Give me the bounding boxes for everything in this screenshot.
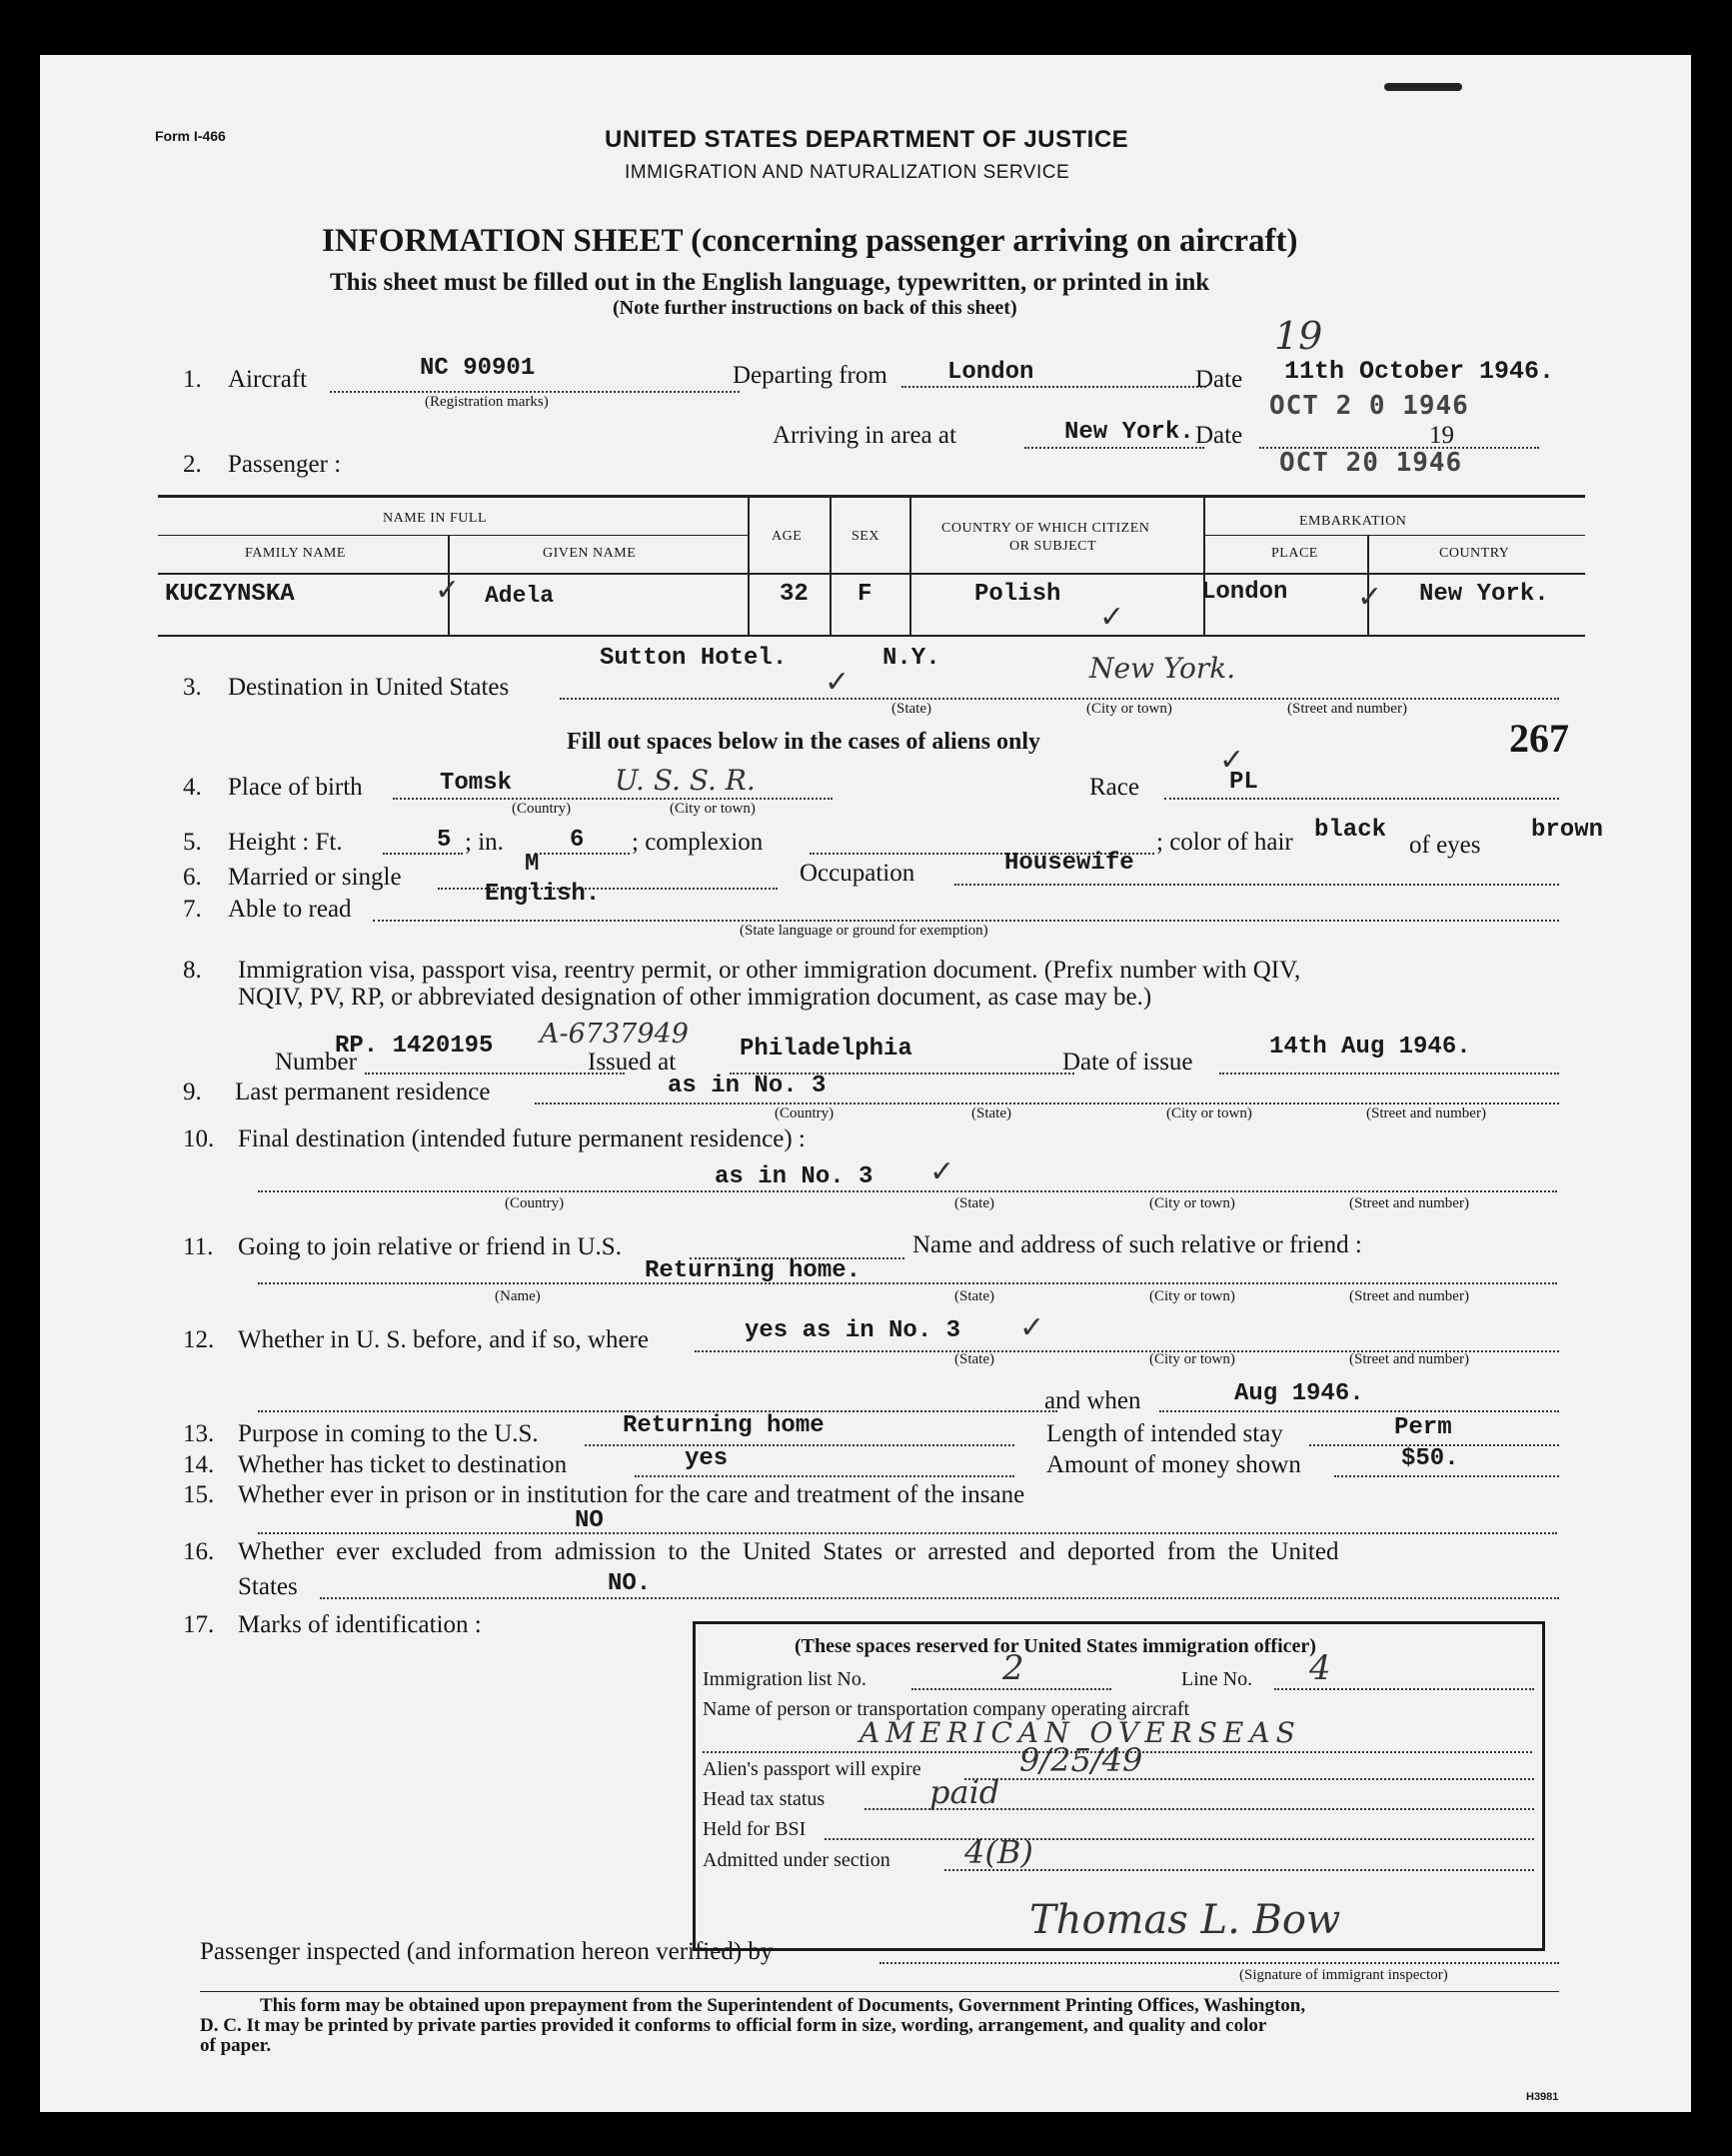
marks-label: Marks of identification : [238,1611,482,1638]
footer-line-3: of paper. [200,2035,272,2056]
given-name-header: GIVEN NAME [543,546,637,561]
date2-label: Date [1195,422,1243,449]
table-bottom-rule [158,635,1585,637]
issued-label: Issued at [588,1049,677,1076]
date-label: Date [1195,366,1243,393]
footer-line-1: This form may be obtained upon prepayment from the Superintendent of Documents, Government Printing Offices, Washington, [260,1995,1306,2016]
dept-heading: UNITED STATES DEPARTMENT OF JUSTICE [605,126,1129,153]
q5-number: 5. [183,829,202,856]
purpose-label: Purpose in coming to the U.S. [238,1420,539,1447]
company-label: Name of person or transportation company operating aircraft [703,1698,1190,1720]
tax-value: paid [929,1773,1000,1811]
line-value: 4 [1309,1648,1331,1688]
destination-state: N.Y. [882,645,940,672]
eyes-value: brown [1531,817,1604,844]
street-sublabel: (Street and number) [1287,701,1407,717]
eyes-label: of eyes [1409,832,1481,859]
q2-number: 2. [183,451,202,478]
bsi-label: Held for BSI [703,1818,807,1840]
date-hand: 19 [1274,314,1323,358]
tax-label: Head tax status [703,1788,826,1810]
country-sublabel: (Country) [505,1195,565,1211]
hair-value: black [1314,817,1387,844]
date-value: 11th October 1946. [1284,357,1555,386]
list-label: Immigration list No. [703,1668,866,1690]
state-sublabel: (State) [954,1288,994,1304]
purpose-value: Returning home [623,1412,825,1439]
page-number: 267 [1509,716,1569,761]
stay-label: Length of intended stay [1046,1420,1283,1447]
q15-number: 15. [183,1481,215,1508]
company-value: AMERICAN OVERSEAS [860,1716,1301,1749]
footer-rule [200,1991,1559,1992]
birthplace-value: Tomsk [440,770,513,797]
q14-number: 14. [183,1451,215,1478]
final-destination-value: as in No. 3 [715,1163,873,1190]
q8-number: 8. [183,957,202,984]
date-stamp: OCT 2 0 1946 [1269,391,1469,421]
ticket-label: Whether has ticket to destination [238,1451,568,1478]
birthplace-hand: U. S. S. R. [615,764,756,797]
embarkation-header: EMBARKATION [1299,514,1407,529]
check-icon: ✓ [825,665,851,700]
q12-number: 12. [183,1326,215,1353]
height-label: Height : Ft. [228,829,343,856]
table-top-rule [158,495,1585,498]
issue-date-label: Date of issue [1062,1049,1193,1076]
state-sublabel: (State) [954,1351,994,1367]
q1-number: 1. [183,366,202,393]
page-title: INFORMATION SHEET (concerning passenger arriving on aircraft) [322,223,1298,259]
ink-mark [1384,83,1462,91]
when-label: and when [1044,1387,1141,1414]
family-name-header: FAMILY NAME [245,546,346,561]
name-sublabel: (Name) [495,1288,541,1304]
inspected-label: Passenger inspected (and information hereon verified) by [200,1938,774,1965]
marital-label: Married or single [228,864,402,891]
money-label: Amount of money shown [1046,1451,1301,1478]
race-label: Race [1089,774,1139,801]
visa-number-value: RP. 1420195 [335,1033,494,1060]
registration-sublabel: (Registration marks) [425,394,549,410]
date2-value: 19 [1429,422,1454,449]
expire-value: 9/25/49 [1019,1741,1143,1779]
birthplace-label: Place of birth [228,774,363,801]
officer-box-title: (These spaces reserved for United States immigration officer) [795,1635,1316,1657]
aliens-heading: Fill out spaces below in the cases of aliens only [567,729,1041,755]
signature-sublabel: (Signature of immigrant inspector) [1239,1967,1448,1983]
expire-label: Alien's passport will expire [703,1758,921,1780]
aircraft-value: NC 90901 [420,355,536,382]
q10-number: 10. [183,1125,215,1152]
check-icon: ✓ [435,573,461,608]
race-value: PL [1229,769,1258,796]
destination-label: Destination in United States [228,674,510,701]
q13-number: 13. [183,1420,215,1447]
complexion-label: ; complexion [632,829,764,856]
visa-number-label: Number [275,1049,357,1076]
visa-instruction-2: NQIV, PV, RP, or abbreviated designation of other immigration document, as case may be.) [238,984,1152,1011]
country-header: COUNTRY [1439,546,1510,561]
final-destination-label: Final destination (intended future permanent residence) : [238,1125,806,1152]
place-header: PLACE [1271,546,1318,561]
language-sublabel: (State language or ground for exemption) [740,923,988,939]
inches-label: ; in. [465,829,504,856]
city-sublabel: (City or town) [1149,1288,1235,1304]
form-number: Form I-466 [155,128,226,144]
city-sublabel: (City or town) [1086,701,1172,717]
residence-value: as in No. 3 [668,1073,827,1099]
arrival-stamp: OCT 20 1946 [1279,448,1463,478]
passenger-label: Passenger : [228,451,342,478]
arriving-label: Arriving in area at [773,422,956,449]
join-relative-label: Going to join relative or friend in U.S. [238,1233,622,1260]
visa-hand: A-6737949 [540,1019,689,1050]
q6-number: 6. [183,864,202,891]
q16-number: 16. [183,1538,215,1565]
read-value: English. [485,881,601,908]
check-icon: ✓ [1357,580,1383,615]
country-sublabel: (Country) [512,801,572,817]
occupation-label: Occupation [800,860,915,887]
footer-code: H3981 [1526,2091,1559,2103]
q3-number: 3. [183,674,202,701]
footer-line-2: D. C. It may be printed by private parties provided it conforms to official form in size, wording, arrangement, and quality and color [200,2015,1267,2036]
visa-instruction-1: Immigration visa, passport visa, reentry permit, or other immigration document. (Prefix number with QIV, [238,957,1301,984]
note-line: (Note further instructions on back of this sheet) [613,297,1017,319]
join-relative-value: Returning home. [645,1257,862,1284]
city-sublabel: (City or town) [1166,1105,1252,1121]
destination-value: Sutton Hotel. [600,645,788,672]
check-icon: ✓ [1099,600,1125,635]
age-header: AGE [772,529,803,544]
section-value: 4(B) [964,1833,1033,1871]
q4-number: 4. [183,774,202,801]
issued-value: Philadelphia [740,1036,912,1063]
instruction-line: This sheet must be filled out in the English language, typewritten, or printed in ink [330,269,1210,296]
age-cell: 32 [780,581,809,608]
citizen-header-2: OR SUBJECT [1009,539,1097,554]
check-icon: ✓ [1019,1310,1045,1345]
sex-header: SEX [852,529,879,544]
name-in-full-header: NAME IN FULL [383,511,487,526]
form-sheet [40,55,1691,2112]
given-name-cell: Adela [485,583,555,609]
country-sublabel: (Country) [775,1105,835,1121]
hair-label: ; color of hair [1156,829,1293,856]
height-ft-value: 5 [437,827,452,854]
family-name-cell: KUCZYNSKA [165,581,295,608]
citizen-cell: Polish [974,581,1061,608]
q11-number: 11. [183,1233,214,1260]
stay-value: Perm [1394,1414,1452,1441]
city-sublabel: (City or town) [670,801,756,817]
street-sublabel: (Street and number) [1349,1351,1469,1367]
city-sublabel: (City or town) [1149,1351,1235,1367]
aircraft-label: Aircraft [228,366,308,393]
destination-hand: New York. [1089,652,1236,685]
arriving-value: New York. [1064,419,1194,446]
state-sublabel: (State) [971,1105,1011,1121]
list-value: 2 [1002,1648,1024,1688]
excluded-label-2: States [238,1573,298,1600]
when-value: Aug 1946. [1234,1380,1364,1407]
ticket-value: yes [685,1445,729,1472]
relative-address-label: Name and address of such relative or friend : [912,1231,1362,1258]
citizen-header-1: COUNTRY OF WHICH CITIZEN [941,521,1150,536]
previous-us-label: Whether in U. S. before, and if so, where [238,1326,649,1353]
line-label: Line No. [1181,1668,1253,1690]
place-cell: London [1201,579,1288,606]
departing-value: London [947,359,1034,386]
previous-us-value: yes as in No. 3 [745,1317,961,1344]
height-in-value: 6 [570,827,585,854]
country-cell: New York. [1419,581,1549,608]
prison-label: Whether ever in prison or in institution for the care and treatment of the insane [238,1481,1025,1508]
q9-number: 9. [183,1078,202,1105]
q7-number: 7. [183,896,202,923]
check-icon: ✓ [929,1154,955,1189]
state-sublabel: (State) [891,701,931,717]
read-label: Able to read [228,896,352,923]
sex-cell: F [858,581,872,608]
state-sublabel: (State) [954,1195,994,1211]
residence-label: Last permanent residence [235,1078,491,1105]
section-label: Admitted under section [703,1849,890,1871]
service-heading: IMMIGRATION AND NATURALIZATION SERVICE [625,162,1070,183]
street-sublabel: (Street and number) [1349,1195,1469,1211]
q17-number: 17. [183,1611,215,1638]
inspector-signature: Thomas L. Bow [1029,1897,1341,1943]
occupation-value: Housewife [1004,850,1134,877]
prison-value: NO [575,1507,604,1534]
city-sublabel: (City or town) [1149,1195,1235,1211]
street-sublabel: (Street and number) [1349,1288,1469,1304]
excluded-value: NO. [608,1570,652,1597]
money-value: $50. [1401,1445,1459,1472]
departing-label: Departing from [733,362,887,389]
table-header-rule [158,573,1585,575]
excluded-label: Whether ever excluded from admission to the United States or arrested and deported from the United [238,1538,1339,1565]
street-sublabel: (Street and number) [1366,1105,1486,1121]
issue-date-value: 14th Aug 1946. [1269,1034,1471,1061]
marital-value: M [525,851,540,878]
check-icon: ✓ [1219,743,1245,778]
